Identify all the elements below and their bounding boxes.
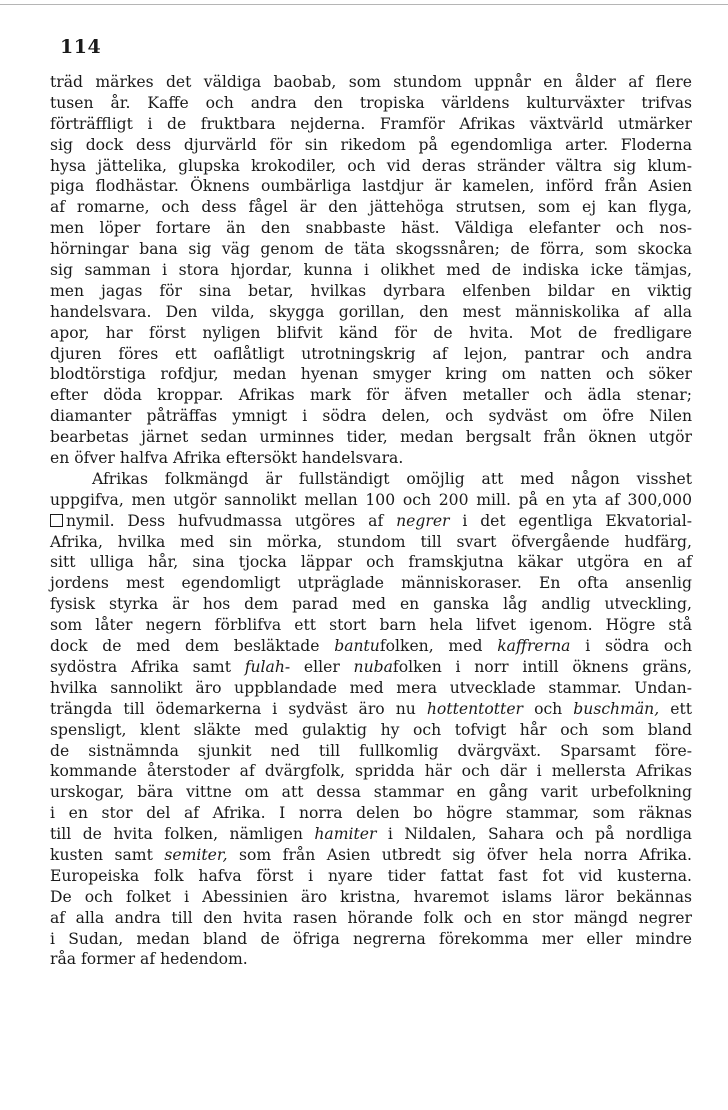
text-line: af alla andra till den hvita rasen hörande folk och en stor mängd negrer: [50, 908, 692, 927]
text-line: hysa jättelika, glupska krokodiler, och vid deras stränder vältra sig klum-: [50, 156, 692, 175]
text-segment: som från Asien utbredt sig öfver hela norra Afrika.: [239, 845, 692, 864]
text-segment: sydöstra Afrika samt: [50, 657, 231, 676]
text-line: uppgifva, men utgör sannolikt mellan 100 och 200 mill. på en yta af 300,000: [50, 490, 692, 509]
emphasis-term: fulah-: [244, 657, 291, 676]
text-line: [50, 824, 692, 845]
text-segment: i Nildalen, Sahara och på nordliga: [387, 825, 692, 844]
paragraph-population: [50, 469, 692, 970]
text-segment: nymil. Dess hufvudmassa utgöres af: [66, 511, 384, 530]
text-line: men löper fortare än den snabbaste häst. Väldiga elefanter och nos-: [50, 219, 692, 238]
text-line: råa former af hedendom.: [50, 950, 248, 969]
top-border-rule: [0, 4, 728, 5]
emphasis-term: bantu: [334, 637, 380, 656]
text-line: som låter negern förblifva ett stort barn hela lifvet igenom. Högre stå: [50, 616, 692, 635]
text-line: jordens mest egendomligt utpräglade människoraser. En ofta ansenlig: [50, 574, 692, 593]
text-segment: folken, med: [379, 637, 483, 656]
text-line: men jagas för sina betar, hvilkas dyrbara elfenben bildar en viktig: [50, 281, 692, 300]
emphasis-term: hamiter: [314, 825, 377, 844]
text-segment: kusten samt: [50, 845, 153, 864]
text-line: kommande återstoder af dvärgfolk, spridda här och där i mellersta Afrikas: [50, 762, 692, 781]
paragraph-fauna: [50, 72, 692, 469]
emphasis-term: hottentotter: [426, 699, 523, 718]
text-line: af romarne, och dess fågel är den jättehöga strutsen, som ej kan flyga,: [50, 198, 692, 217]
text-line: förträffligt i de fruktbara nejderna. Framför Afrikas växtvärld utmärker: [50, 114, 692, 133]
text-line: [50, 511, 692, 532]
emphasis-term: semiter,: [164, 845, 228, 864]
emphasis-term: negrer: [396, 511, 450, 530]
emphasis-term: buschmän,: [573, 699, 660, 718]
text-line: fysisk styrka är hos dem parad med en ganska låg andlig utveckling,: [50, 595, 692, 614]
text-line: blodtörstiga rofdjur, medan hyenan smyger kring om natten och söker: [50, 365, 692, 384]
page-number: 114: [60, 36, 102, 58]
text-line: sig dock dess djurvärld för sin rikedom på egendomliga arter. Floderna: [50, 135, 692, 154]
text-line: Afrikas folkmängd är fullständigt omöjlig att med någon visshet: [92, 469, 692, 488]
emphasis-term: nuba: [353, 657, 393, 676]
text-line: i Sudan, medan bland de öfriga negrerna förekomma mer eller mindre: [50, 929, 692, 948]
text-line: [50, 657, 692, 678]
text-segment: trängda till ödemarkerna i sydväst äro nu: [50, 699, 416, 718]
text-segment: ett: [670, 699, 693, 718]
text-line: apor, har först nyligen blifvit känd för de hvita. Mot de fredligare: [50, 323, 692, 342]
text-line: [50, 845, 692, 866]
text-line: spensligt, klent släkte med gulaktig hy och tofvigt hår och som bland: [50, 720, 692, 739]
text-line: [50, 636, 692, 657]
text-line: träd märkes det väldiga baobab, som stundom uppnår en ålder af flere: [50, 73, 692, 91]
text-line: djuren föres ett oaflåtligt utrotningskrig af lejon, pantrar och andra: [50, 344, 692, 363]
emphasis-term: kaffrerna: [497, 637, 571, 656]
text-segment: och: [534, 699, 563, 718]
text-line: piga flodhästar. Öknens oumbärliga lastdjur är kamelen, införd från Asien: [50, 177, 692, 196]
text-line: urskogar, bära vittne om att dessa stammar en gång varit urbefolkning: [50, 783, 692, 802]
text-line: de sistnämnda sjunkit ned till fullkomlig dvärgväxt. Sparsamt före-: [50, 741, 692, 760]
text-segment: eller: [303, 657, 340, 676]
text-line: tusen år. Kaffe och andra den tropiska världens kulturväxter trifvas: [50, 93, 692, 112]
text-line: [50, 699, 692, 720]
text-line: Europeiska folk hafva först i nyare tider fattat fast fot vid kusterna.: [50, 866, 692, 885]
text-line: diamanter påträffas ymnigt i södra delen, och sydväst om öfre Nilen: [50, 407, 692, 426]
text-segment: i det egentliga Ekvatorial-: [462, 511, 692, 530]
text-line: en öfver halfva Afrika eftersökt handelsvara.: [50, 449, 404, 468]
text-line: handelsvara. Den vilda, skygga gorillan, den mest människolika af alla: [50, 302, 692, 321]
text-line: efter döda kroppar. Afrikas mark för äfven metaller och ädla stenar;: [50, 386, 692, 405]
square-symbol-icon: [50, 514, 63, 527]
text-line: hörningar bana sig väg genom de täta skogssnåren; de förra, som skocka: [50, 240, 692, 259]
text-line: i en stor del af Afrika. I norra delen bo högre stammar, som räknas: [50, 804, 692, 823]
text-segment: till de hvita folken, nämligen: [50, 825, 303, 844]
text-line: bearbetas järnet sedan urminnes tider, medan bergsalt från öknen utgör: [50, 428, 692, 447]
text-segment: i södra och: [585, 637, 692, 656]
text-line: hvilka sannolikt äro uppblandade med mera utvecklade stammar. Undan-: [50, 678, 692, 697]
text-line: De och folket i Abessinien äro kristna, hvaremot islams läror bekännas: [50, 887, 692, 906]
text-segment: dock de med dem besläktade: [50, 637, 320, 656]
text-segment: folken i norr intill öknens gräns,: [392, 657, 692, 676]
text-line: sitt ulliga hår, sina tjocka läppar och framskjutna käkar utgöra en af: [50, 553, 692, 572]
text-line: sig samman i stora hjordar, kunna i olikhet med de indiska icke tämjas,: [50, 261, 692, 280]
body-text: [50, 72, 692, 970]
text-line: Afrika, hvilka med sin mörka, stundom till svart öfvergående hudfärg,: [50, 532, 692, 551]
